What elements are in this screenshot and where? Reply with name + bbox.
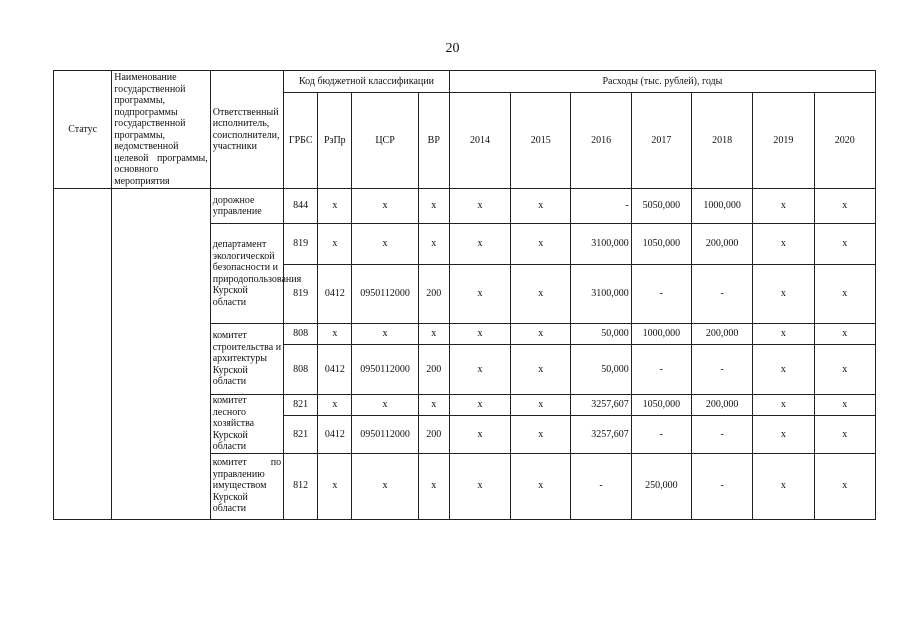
amount-cell: 1000,000 <box>631 324 691 345</box>
amount-cell: x <box>511 265 571 324</box>
amount-cell: x <box>449 265 510 324</box>
csr-cell: x <box>352 224 418 265</box>
rzpr-cell: x <box>318 189 352 224</box>
vr-cell: x <box>418 324 449 345</box>
grbs-cell: 821 <box>284 416 318 453</box>
amount-cell: x <box>511 189 571 224</box>
program-name-cell <box>112 189 210 520</box>
amount-cell: x <box>511 224 571 265</box>
amount-cell: x <box>511 453 571 519</box>
amount-cell: 1050,000 <box>631 395 691 416</box>
amount-cell: x <box>753 345 814 395</box>
amount-cell: x <box>511 345 571 395</box>
col-year-header: 2020 <box>814 93 875 189</box>
executor-cell: комитет по управлению имуществом Курской области <box>210 453 283 519</box>
amount-cell: x <box>814 265 875 324</box>
csr-cell: x <box>352 189 418 224</box>
budget-table <box>53 70 876 520</box>
amount-cell: - <box>691 265 752 324</box>
amount-cell: 3100,000 <box>571 265 631 324</box>
amount-cell: x <box>449 395 510 416</box>
col-grbs-header: ГРБС <box>284 93 318 189</box>
vr-cell: x <box>418 453 449 519</box>
grbs-cell: 819 <box>284 265 318 324</box>
executor-cell: комитет строительства и архитектуры Курской области <box>210 324 283 395</box>
csr-cell: 0950112000 <box>352 345 418 395</box>
col-year-header: 2016 <box>571 93 631 189</box>
grbs-cell: 821 <box>284 395 318 416</box>
amount-cell: 3100,000 <box>571 224 631 265</box>
csr-cell: 0950112000 <box>352 416 418 453</box>
vr-cell: 200 <box>418 345 449 395</box>
amount-cell: x <box>814 224 875 265</box>
amount-cell: x <box>511 324 571 345</box>
executor-cell: комитет лесного хозяйства Курской области <box>210 395 283 454</box>
amount-cell: x <box>449 453 510 519</box>
amount-cell: - <box>571 189 631 224</box>
amount-cell: 5050,000 <box>631 189 691 224</box>
amount-cell: 1000,000 <box>691 189 752 224</box>
executor-cell: департамент экологической безопасности и природопользования Курской области <box>210 224 283 324</box>
amount-cell: x <box>753 453 814 519</box>
csr-cell: 0950112000 <box>352 265 418 324</box>
amount-cell: x <box>814 324 875 345</box>
grbs-cell: 812 <box>284 453 318 519</box>
col-rzpr-header: РзПр <box>318 93 352 189</box>
amount-cell: 3257,607 <box>571 416 631 453</box>
header-row-1 <box>54 71 876 93</box>
amount-cell: x <box>753 224 814 265</box>
col-name-header: Наименование государственной программы, подпрограммы государственной программы, ведомственной целевой программы, основного мероприятия <box>112 71 210 189</box>
amount-cell: x <box>814 395 875 416</box>
col-year-header: 2019 <box>753 93 814 189</box>
expenses-header: Расходы (тыс. рублей), годы <box>449 71 875 93</box>
rzpr-cell: 0412 <box>318 345 352 395</box>
col-csr-header: ЦСР <box>352 93 418 189</box>
amount-cell: x <box>511 395 571 416</box>
col-year-header: 2018 <box>691 93 752 189</box>
table-row <box>54 189 876 224</box>
vr-cell: 200 <box>418 265 449 324</box>
rzpr-cell: x <box>318 224 352 265</box>
rzpr-cell: 0412 <box>318 265 352 324</box>
rzpr-cell: 0412 <box>318 416 352 453</box>
rzpr-cell: x <box>318 324 352 345</box>
col-year-header: 2015 <box>511 93 571 189</box>
amount-cell: x <box>449 224 510 265</box>
grbs-cell: 819 <box>284 224 318 265</box>
amount-cell: - <box>571 453 631 519</box>
vr-cell: x <box>418 224 449 265</box>
amount-cell: 200,000 <box>691 395 752 416</box>
amount-cell: - <box>691 453 752 519</box>
amount-cell: x <box>814 416 875 453</box>
grbs-cell: 808 <box>284 324 318 345</box>
amount-cell: x <box>449 345 510 395</box>
amount-cell: x <box>753 324 814 345</box>
amount-cell: 200,000 <box>691 324 752 345</box>
rzpr-cell: x <box>318 453 352 519</box>
amount-cell: x <box>814 453 875 519</box>
csr-cell: x <box>352 324 418 345</box>
page-number: 20 <box>445 41 460 56</box>
amount-cell: x <box>753 189 814 224</box>
amount-cell: x <box>753 265 814 324</box>
amount-cell: 250,000 <box>631 453 691 519</box>
amount-cell: - <box>631 416 691 453</box>
budget-code-header: Код бюджетной классификации <box>284 71 450 93</box>
amount-cell: x <box>814 345 875 395</box>
vr-cell: x <box>418 189 449 224</box>
col-year-header: 2017 <box>631 93 691 189</box>
amount-cell: x <box>511 416 571 453</box>
amount-cell: 50,000 <box>571 345 631 395</box>
vr-cell: x <box>418 395 449 416</box>
amount-cell: - <box>691 345 752 395</box>
rzpr-cell: x <box>318 395 352 416</box>
grbs-cell: 808 <box>284 345 318 395</box>
amount-cell: 3257,607 <box>571 395 631 416</box>
amount-cell: 50,000 <box>571 324 631 345</box>
col-executor-header: Ответственный исполнитель, соисполнители, участники <box>210 71 283 189</box>
amount-cell: x <box>753 416 814 453</box>
amount-cell: - <box>691 416 752 453</box>
csr-cell: x <box>352 453 418 519</box>
amount-cell: x <box>449 324 510 345</box>
col-status-header: Статус <box>54 71 112 189</box>
executor-cell: дорожное управление <box>210 189 283 224</box>
amount-cell: 1050,000 <box>631 224 691 265</box>
vr-cell: 200 <box>418 416 449 453</box>
status-cell <box>54 189 112 520</box>
amount-cell: x <box>814 189 875 224</box>
amount-cell: - <box>631 265 691 324</box>
col-year-header: 2014 <box>449 93 510 189</box>
csr-cell: x <box>352 395 418 416</box>
amount-cell: x <box>449 416 510 453</box>
amount-cell: - <box>631 345 691 395</box>
amount-cell: 200,000 <box>691 224 752 265</box>
grbs-cell: 844 <box>284 189 318 224</box>
amount-cell: x <box>449 189 510 224</box>
col-vr-header: ВР <box>418 93 449 189</box>
amount-cell: x <box>753 395 814 416</box>
